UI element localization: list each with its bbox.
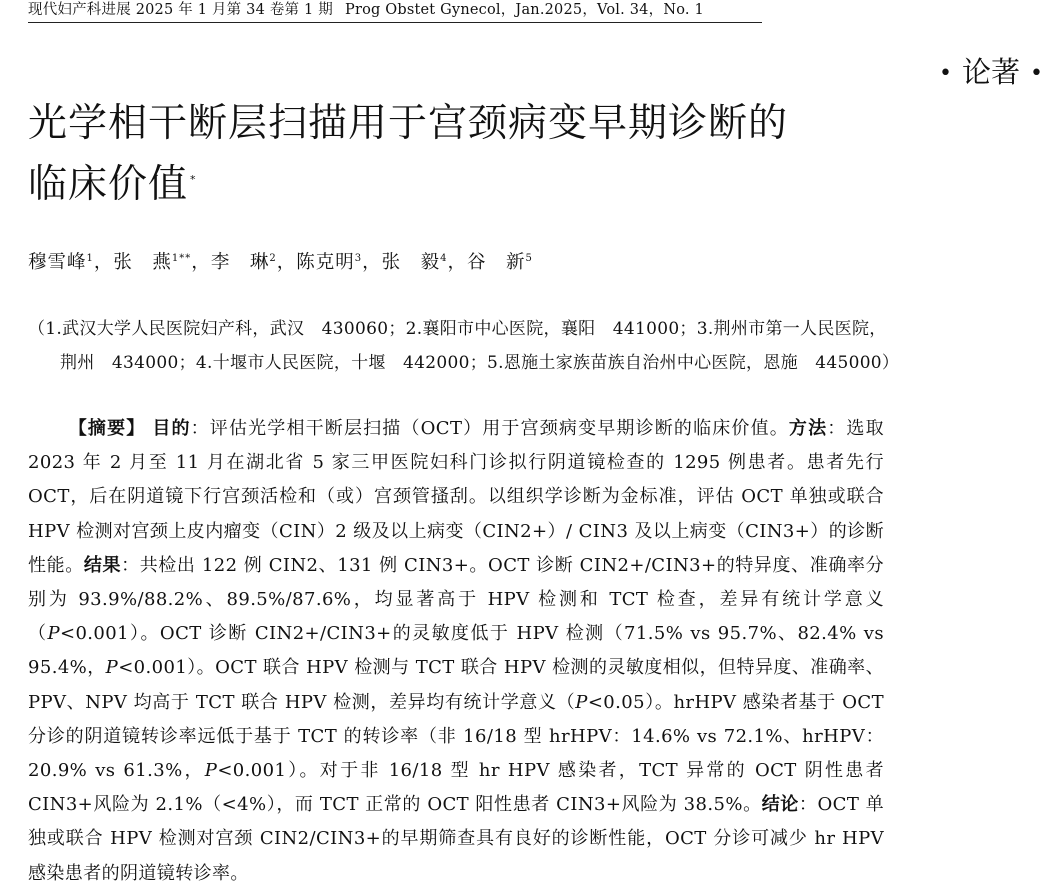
p-value-symbol: P: [575, 691, 588, 713]
results-text: <0.05）。hrHPV 感染者基于 OCT 分诊的阴道镜转诊率远低于基于 TCT 的转诊率（非 16/18 型 hrHPV：14.6% vs 72.1%、hrHPV：20.9% vs 61.3%，: [28, 691, 884, 782]
p-value-symbol: P: [204, 760, 218, 782]
author-affiliation-mark: 1: [86, 253, 94, 264]
p-value-symbol: P: [105, 657, 119, 679]
results-label: 结果: [83, 554, 122, 576]
section-tag-label: 论著: [962, 55, 1021, 89]
objective-label: 目的: [152, 418, 191, 439]
affiliations: [28, 312, 1028, 380]
results-text: <0.001）。对于非 16/18 型 hr HPV 感染者，TCT 异常的 OCT 阴性患者 CIN3+风险为 2.1%（<4%），而 TCT 正常的 OCT 阳性患者 CIN3+风险为 38.5%。: [28, 760, 884, 816]
bullet-dot-icon: •: [939, 61, 952, 86]
abstract-paragraph: [28, 412, 884, 891]
results-text: <0.001）。OCT 联合 HPV 检测与 TCT 联合 HPV 检测的灵敏度相似，但特异度、准确率、PPV、NPV 均高于 TCT 联合 HPV 检测，差异均有统计学意义（: [28, 657, 884, 713]
title-footnote-mark: *: [190, 173, 197, 186]
author-name: 陈克明: [296, 252, 355, 274]
author-name: 张 燕: [113, 252, 172, 274]
results-text: ：共检出 122 例 CIN2、131 例 CIN3+。OCT 诊断 CIN2+/CIN3+的特异度、准确率分别为 93.9%/88.2%、89.5%/87.6%，均显著高于 HPV 检测和 TCT 检查，差异有统计学意义（: [28, 554, 884, 645]
conclusion-text: ：OCT 单独或联合 HPV 检测对宫颈 CIN2/CIN3+的早期筛查具有良好的诊断性能，OCT 分诊可减少 hr HPV 感染患者的阴道镜转诊率。: [28, 794, 884, 884]
author-affiliation-mark: 5: [525, 253, 533, 264]
author-affiliation-mark: 3: [354, 253, 363, 264]
author-name: 穆雪峰: [28, 252, 87, 274]
title-line-1: 光学相干断层扫描用于宫颈病变早期诊断的: [28, 101, 789, 146]
affiliation-line-2: 荆州 434000；4.十堰市人民医院，十堰 442000；5.恩施土家族苗族自治州中心医院，恩施 445000）: [60, 353, 900, 373]
results-text: <0.001）。OCT 诊断 CIN2+/CIN3+的灵敏度低于 HPV 检测（71.5% vs 95.7%、82.4% vs 95.4%，: [28, 623, 884, 679]
author-list: 穆雪峰$^1$，张 燕$^{1**}$，李 琳$^2$，陈克明$^3$，张 毅$^4$，谷 新$^5$: [28, 252, 533, 274]
title-line-2: 临床价值: [28, 162, 189, 207]
objective-text: ：评估光学相干断层扫描（OCT）用于宫颈病变早期诊断的临床价值。: [190, 418, 789, 439]
author-name: 张 毅: [381, 252, 441, 274]
affiliation-line-1: （1.武汉大学人民医院妇产科，武汉 430060；2.襄阳市中心医院，襄阳 441000；3.荆州市第一人民医院，: [28, 319, 887, 339]
author-affiliation-mark: 1**: [171, 253, 192, 264]
running-header: [28, 0, 762, 23]
journal-title-cn: 现代妇产科进展 2025 年 1 月第 34 卷第 1 期: [28, 2, 333, 18]
conclusion-label: 结论: [761, 794, 799, 816]
section-tag: [929, 52, 1053, 94]
abstract-label: 【摘要】: [68, 418, 146, 439]
journal-title-en: Prog Obstet Gynecol，Jan.2025，Vol. 34，No. 1: [344, 2, 704, 18]
methods-label: 方法: [788, 418, 828, 439]
p-value-symbol: P: [47, 623, 60, 645]
article-title: [28, 96, 908, 213]
author-affiliation-mark: 2: [269, 253, 277, 264]
methods-text: ：选取 2023 年 2 月至 11 月在湖北省 5 家三甲医院妇科门诊拟行阴道镜检查的 1295 例患者。患者先行 OCT，后在阴道镜下行宫颈活检和（或）宫颈管搔刮。以组织学诊断为金标准，评估 OCT 单独或联合 HPV 检测对宫颈上皮内瘤变（CIN）2 级及以上病变（CIN2+）/ CIN3 及以上病变（CIN3+）的诊断性能。: [28, 418, 884, 576]
bullet-dot-icon: •: [1030, 61, 1043, 86]
author-affiliation-mark: 4: [440, 253, 448, 264]
author-name: 谷 新: [467, 252, 526, 274]
author-name: 李 琳: [210, 252, 270, 274]
